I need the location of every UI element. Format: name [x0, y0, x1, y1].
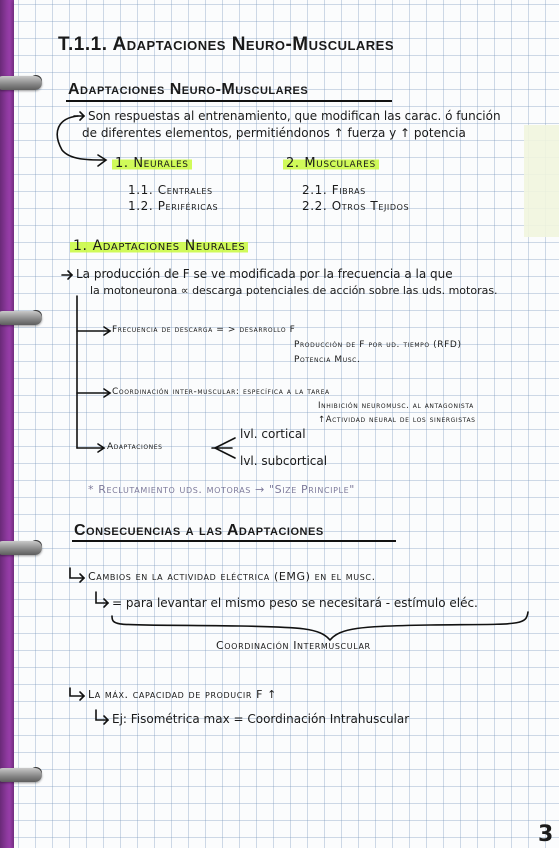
sticky-note — [524, 125, 559, 237]
neural-text-line1: La producción de F se ve modificada por la frecuencia a la que — [76, 267, 453, 281]
frequency-label: Frecuencia de descarga = > desarrollo F — [112, 325, 296, 335]
category-musculares: 2. Musculares — [283, 157, 379, 171]
adaptation-option-subcortical: lvl. subcortical — [240, 454, 328, 468]
result-intermuscular: Coordinación Intermuscular — [216, 639, 371, 652]
binder-ring — [0, 541, 42, 555]
section-heading-consequences: Consecuencias a las Adaptaciones — [74, 522, 324, 539]
adaptation-option-cortical: lvl. cortical — [240, 427, 306, 441]
size-principle-note: * Reclutamiento uds. motoras → "Size Principle" — [88, 483, 355, 496]
category-neurales: 1. Neurales — [112, 157, 192, 171]
consequence-item-emg: Cambios en la actividad eléctrica (EMG) en el musc. — [88, 570, 376, 583]
consequence-detail-stimulus: = para levantar el mismo peso se necesitará - estímulo eléc. — [112, 596, 478, 610]
page-title: T.1.1. Adaptaciones Neuro-Musculares — [58, 34, 395, 55]
heading-underline — [72, 540, 396, 542]
intro-text-line2: de diferentes elementos, permitiéndonos ↑ fuerza y ↑ potencia — [82, 126, 466, 140]
consequence-example-intramuscular: Ej: Fisométrica max = Coordinación Intrahuscular — [112, 712, 410, 726]
consequence-item-max-force: La máx. capacidad de producir F ↑ — [88, 688, 277, 701]
list-item: 1.2. Periféricas — [128, 199, 219, 213]
binder-ring — [0, 311, 42, 325]
coordination-detail-synergists: ↑Actividad neural de los sinergistas — [318, 415, 476, 425]
list-item: 2.1. Fibras — [302, 183, 366, 197]
section-heading-neuromuscular: Adaptaciones Neuro-Musculares — [68, 81, 309, 98]
coordination-detail-inhibition: Inhibición neuromusc. al antagonista — [318, 401, 474, 411]
list-item: 1.1. Centrales — [128, 183, 213, 197]
frequency-detail-power: Potencia Musc. — [294, 355, 361, 365]
intro-text-line1: Son respuestas al entrenamiento, que modifican las carac. ó función — [88, 109, 501, 123]
adaptations-label: Adaptaciones — [107, 442, 163, 452]
binder-ring — [0, 768, 42, 782]
neural-text-line2: la motoneurona ∝ descarga potenciales de acción sobre las uds. motoras. — [90, 284, 498, 297]
section-heading-neurales: 1. Adaptaciones Neurales — [70, 239, 248, 254]
frequency-detail-rfd: Producción de F por ud. tiempo (RFD) — [294, 340, 462, 350]
list-item: 2.2. Otros Tejidos — [302, 199, 410, 213]
coordination-label: Coordinación inter-muscular: específica a la tarea — [112, 387, 330, 397]
binder-ring — [0, 76, 42, 90]
page-number: 3 — [538, 822, 554, 847]
heading-underline — [66, 100, 392, 102]
